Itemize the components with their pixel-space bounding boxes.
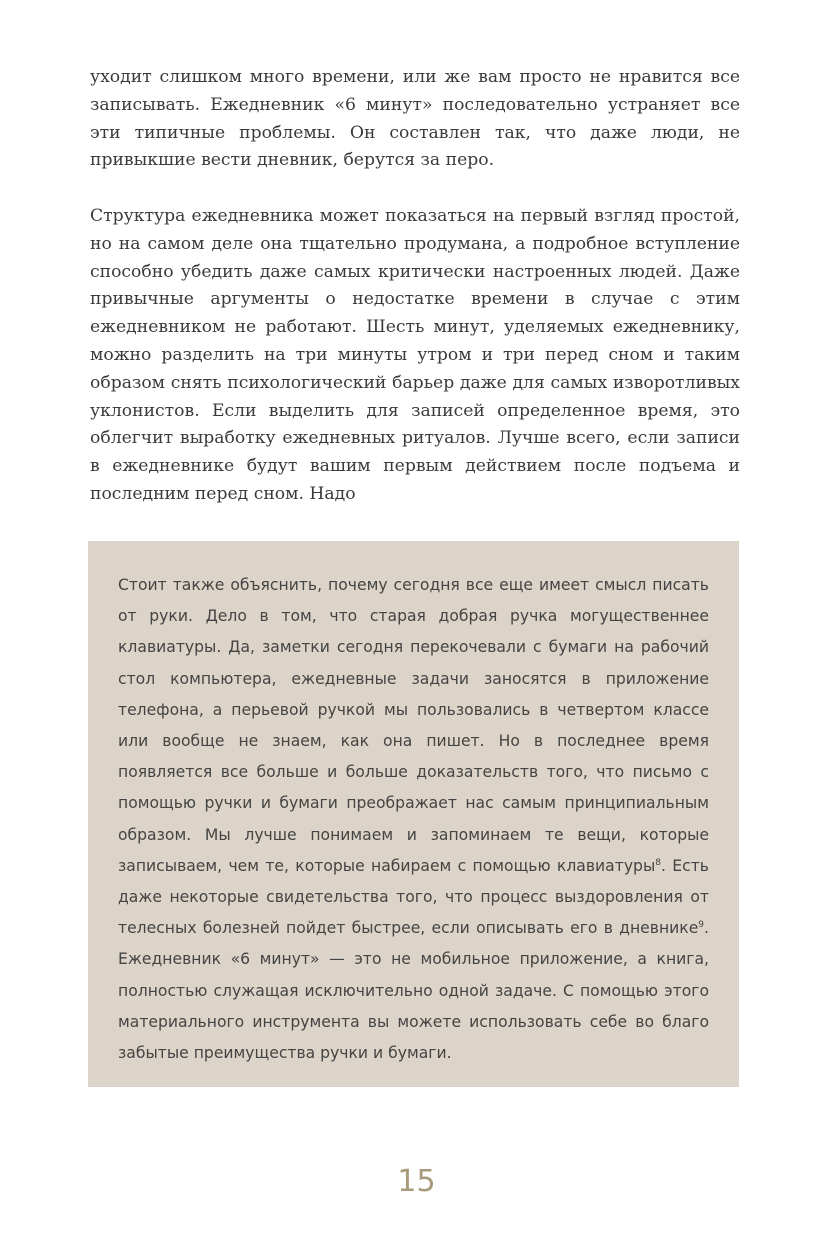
body-text: [90, 64, 740, 509]
body-paragraph-2: Структура ежедневника может показаться на первый взгляд простой, но на самом деле она тщательно продумана, а подробное вступление способно убедить даже самых критически настроенных людей. Даже привычные аргументы о недостатке времени в случае с этим ежедневником не работают. Шесть минут, уделяемых ежедневнику, можно разделить на три минуты утром и три перед сном и таким образом снять психологический барьер даже для самых изворотливых уклонистов. Если выделить для записей определенное время, это облегчит выработку ежедневных ритуалов. Лучше всего, если записи в ежедневнике будут вашим первым действием после подъема и последним перед сном. Надо: [90, 205, 740, 504]
sidebar-text-part-1: Стоит также объяснить, почему сегодня все еще имеет смысл писать от руки. Дело в том, что старая добрая ручка могущественнее клавиатуры. Да, заметки сегодня перекочевали с бумаги на рабочий стол компьютера, ежедневные задачи заносятся в приложение телефона, а перьевой ручкой мы пользовались в четвертом классе или вообще не знаем, как она пишет. Но в последнее время появляется все больше и больше доказательств того, что письмо с помощью ручки и бумаги преображает нас самым принципиальным образом. Мы лучше понимаем и запоминаем те вещи, которые записываем, чем те, которые набираем с помощью клавиатуры: [118, 576, 709, 875]
sidebar-text-part-2: . Есть даже некоторые свидетельства того, что процесс выздоровления от телесных болезней пойдет быстрее, если описывать его в дневнике: [118, 856, 709, 938]
sidebar-text-part-3: . Ежедневник «6 минут» — это не мобильное приложение, а книга, полностью служащая исключительно одной задаче. С помощью этого материального инструмента вы можете использовать себе во благо забытые преимущества ручки и бумаги.: [118, 919, 709, 1063]
sidebar-box: [88, 541, 739, 1087]
footnote-ref-8: 8: [655, 857, 661, 868]
footnote-ref-9: 9: [698, 920, 705, 931]
sidebar-paragraph: [118, 570, 709, 1069]
page-number: 15: [397, 1164, 436, 1199]
body-paragraph-1: уходит слишком много времени, или же вам просто не нравится все записывать. Ежедневник «6 минут» последовательно устраняет все эти типичные проблемы. Он составлен так, что даже люди, не привыкшие вести дневник, берутся за перо.: [90, 67, 740, 171]
